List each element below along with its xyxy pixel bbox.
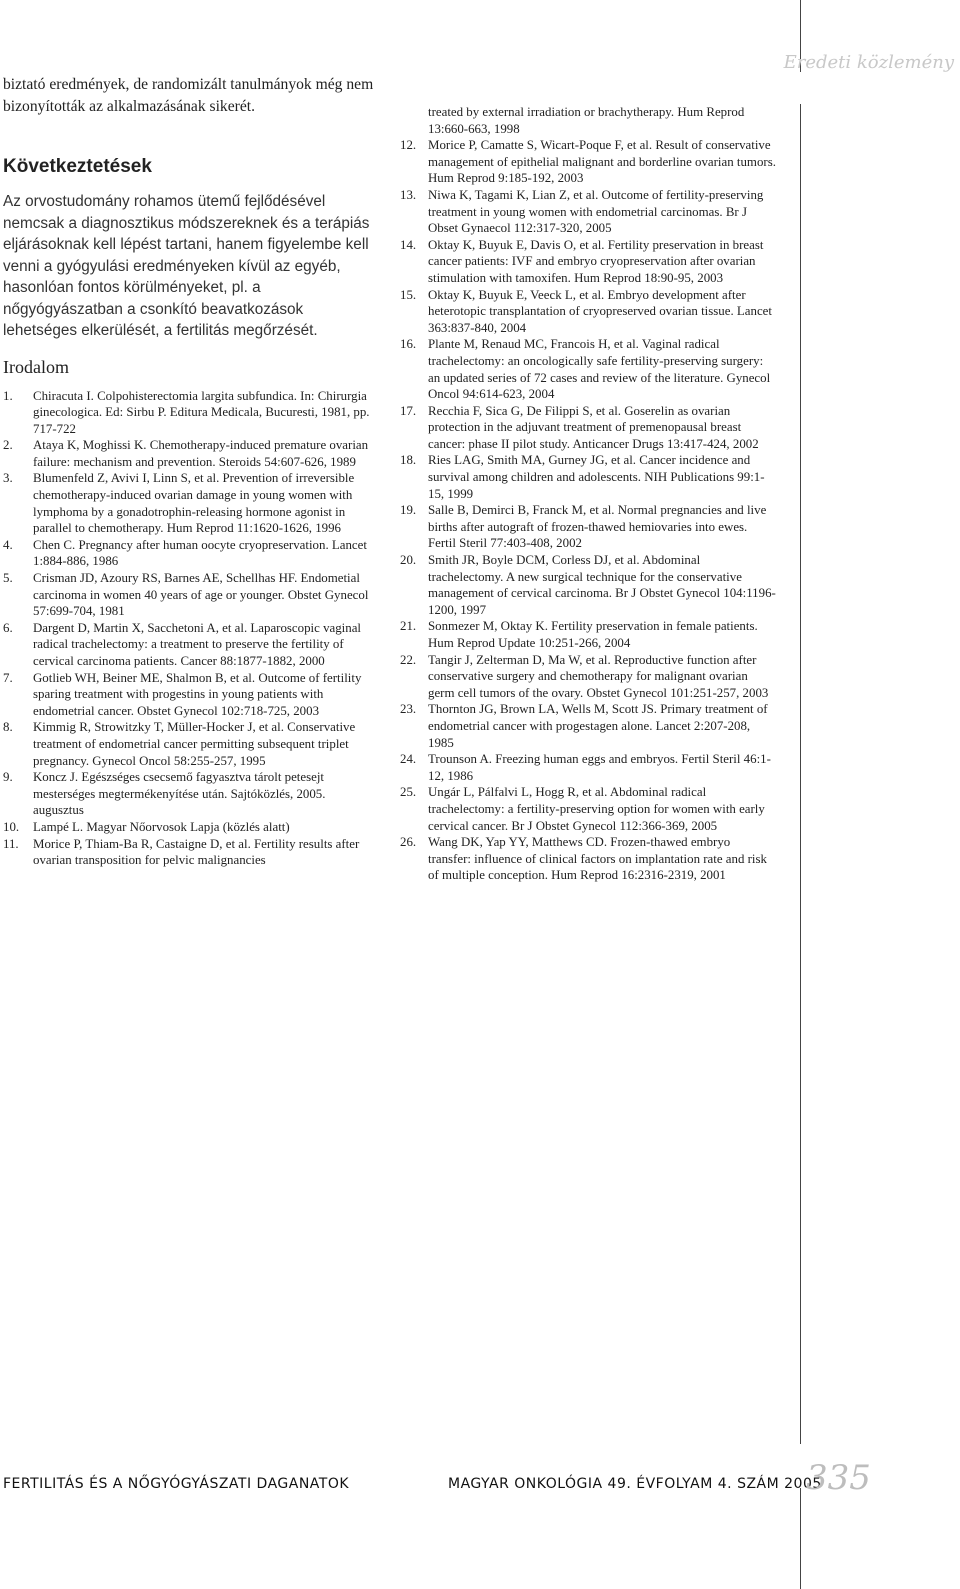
footer-journal-info: MAGYAR ONKOLÓGIA 49. ÉVFOLYAM 4. SZÁM 2005 (448, 1476, 822, 1492)
vertical-rule-bottom (800, 1488, 801, 1589)
reference-number: 14. (400, 237, 417, 252)
reference-number: 19. (400, 503, 417, 518)
reference-text: Koncz J. Egészséges csecsemő fagyasztva tárolt petesejt mesterséges megtermékenyítése után. Sajtóközlés, 2005. augusztus (33, 770, 326, 818)
reference-item (3, 836, 376, 869)
reference-item (400, 701, 776, 751)
reference-item (400, 336, 776, 402)
reference-number: 15. (400, 287, 417, 302)
reference-text: Morice P, Thiam-Ba R, Castaigne D, et al. Fertility results after ovarian transposition for pelvic malignancies (33, 836, 360, 868)
reference-number: 21. (400, 619, 417, 634)
reference-item (3, 570, 376, 620)
reference-text: Gotlieb WH, Beiner ME, Shalmon B, et al. Outcome of fertility sparing treatment with progestins in young patients with endometrial cancer. Obstet Gynecol 102:718-725, 2003 (33, 670, 362, 718)
reference-text: Niwa K, Tagami K, Lian Z, et al. Outcome of fertility-preserving treatment in young women with endometrial carcinomas. Br J Obset Gynaecol 112:317-320, 2005 (428, 187, 764, 236)
reference-text: Ungár L, Pálfalvi L, Hogg R, et al. Abdominal radical trachelectomy: a fertility-preserving option for women with early cervical cancer. Br J Obstet Gynecol 112:366-369, 2005 (428, 785, 765, 833)
reference-item (3, 769, 376, 819)
vertical-rule-column (800, 104, 801, 1444)
reference-item (400, 237, 776, 287)
reference-text: Dargent D, Martin X, Sacchetoni A, et al. Laparoscopic vaginal radical trachelectomy: a treatment to preserve the fertility of cervical carcinoma patients. Cancer 88:1877-1882, 2000 (33, 620, 362, 668)
reference-number: 13. (400, 187, 417, 202)
reference-text: Oktay K, Buyuk E, Davis O, et al. Fertility preservation in breast cancer patients: IVF and embryo cryopreservation after ovarian stimulation with tamoxifen. Hum Reprod 18:90-95, 2003 (428, 237, 764, 285)
reference-number: 9. (3, 770, 13, 785)
reference-text: Ataya K, Moghissi K. Chemotherapy-induced premature ovarian failure: mechanism and prevention. Steroids 54:607-626, 1989 (33, 438, 369, 469)
reference-item (400, 403, 776, 453)
reference-number: 10. (3, 819, 20, 834)
reference-item (400, 287, 776, 337)
reference-text: Lampé L. Magyar Nőorvosok Lapja (közlés alatt) (33, 819, 290, 834)
reference-number: 12. (400, 138, 417, 153)
reference-number: 4. (3, 537, 13, 552)
reference-text: Sonmezer M, Oktay K. Fertility preservation in female patients. Hum Reprod Update 10:251-266, 2004 (428, 619, 758, 650)
reference-text: Oktay K, Buyuk E, Veeck L, et al. Embryo development after heterotopic transplantation of cryopreserved ovarian tissue. Lancet 363:837-840, 2004 (428, 287, 772, 335)
reference-item (3, 470, 376, 536)
reference-text: Plante M, Renaud MC, Francois H, et al. Vaginal radical trachelectomy: an oncologically safe fertility-preserving surgery: an updated series of 72 cases and review of the literature. Gynecol Oncol 94:614-623, 2004 (428, 337, 771, 402)
reference-text: Kimmig R, Strowitzky T, Müller-Hocker J, et al. Conservative treatment of endometrial cancer permitting subsequent triplet pregnancy. Gynecol Oncol 58:255-257, 1995 (33, 720, 356, 768)
reference-number: 22. (400, 652, 417, 667)
reference-number: 2. (3, 438, 13, 453)
references-heading: Irodalom (3, 356, 69, 377)
reference-item (400, 187, 776, 237)
reference-text: Blumenfeld Z, Avivi I, Linn S, et al. Prevention of irreversible chemotherapy-induced ovarian damage in young women with lymphoma by a gonadotrophin-releasing hormone agonist in parallel to chemotherapy. Hum Reprod 11:1620-1626, 1996 (33, 471, 355, 536)
reference-number: 20. (400, 553, 417, 568)
reference-item (3, 670, 376, 720)
reference-text: Chen C. Pregnancy after human oocyte cryopreservation. Lancet 1:884-886, 1986 (33, 537, 367, 569)
reference-item (3, 620, 376, 670)
reference-item (400, 137, 776, 187)
reference-item (400, 618, 776, 651)
reference-item (400, 834, 776, 884)
reference-text: Tangir J, Zelterman D, Ma W, et al. Reproductive function after conservative surgery and chemotherapy for malignant ovarian germ cell tumors of the ovary. Obstet Gynecol 101:251-257, 2003 (428, 652, 769, 700)
reference-number: 25. (400, 785, 417, 800)
reference-item (400, 751, 776, 784)
right-column (400, 104, 776, 884)
reference-number: 18. (400, 453, 417, 468)
reference-number: 8. (3, 720, 13, 735)
reference-number: 5. (3, 571, 13, 586)
reference-item (400, 784, 776, 834)
reference-continuation-text: treated by external irradiation or brachytherapy. Hum Reprod 13:660-663, 1998 (428, 105, 745, 136)
conclusions-text: Az orvostudomány rohamos ütemű fejlődésével nemcsak a diagnosztikus módszereknek és a terápiás eljárásoknak kell lépést tartani, hanem figyelembe kell venni a gyógyulási eredményeken kívül az egyéb, hasonlóan fontos körülményeket, pl. a nőgyógyászatban a csonkító beavatkozások lehetséges elkerülését, a fertilitás megőrzését. (3, 193, 370, 339)
reference-list-left (3, 388, 376, 869)
reference-number: 16. (400, 337, 417, 352)
reference-number: 24. (400, 752, 417, 767)
reference-item (3, 388, 376, 438)
reference-item (3, 437, 376, 470)
reference-text: Salle B, Demirci B, Franck M, et al. Normal pregnancies and live births after autograft of frozen-thawed hemiovaries into ewes. Fertil Steril 77:403-408, 2002 (428, 503, 767, 551)
reference-text: Crisman JD, Azoury RS, Barnes AE, Schellhas HF. Endometial carcinoma in women 40 years of age or younger. Obstet Gynecol 57:699-704, 1981 (33, 571, 369, 619)
left-column (3, 74, 376, 869)
reference-text: Trounson A. Freezing human eggs and embryos. Fertil Steril 46:1-12, 1986 (428, 752, 771, 783)
reference-number: 23. (400, 702, 417, 717)
section-label: Eredeti közlemény (783, 52, 954, 73)
reference-item (3, 819, 376, 836)
reference-number: 1. (3, 388, 13, 403)
reference-number: 11. (3, 836, 19, 851)
reference-number: 7. (3, 670, 13, 685)
reference-text: Chiracuta I. Colpohisterectomia largita subfundica. In: Chirurgia ginecologica. Ed: Sirbu P. Editura Medicala, Bucuresti, 1981, pp. 717-722 (33, 388, 370, 436)
reference-text: Smith JR, Boyle DCM, Corless DJ, et al. Abdominal trachelectomy. A new surgical technique for the conservative management of cervical carcinoma. Br J Obstet Gynecol 104:1196-1200, 1997 (428, 553, 776, 617)
reference-text: Recchia F, Sica G, De Filippi S, et al. Goserelin as ovarian protection in the adjuvant treatment of premenopausal breast cancer: phase II pilot study. Anticancer Drugs 13:417-424, 2002 (428, 403, 759, 451)
reference-text: Thornton JG, Brown LA, Wells M, Scott JS. Primary treatment of endometrial cancer with progestagen alone. Lancet 2:207-208, 1985 (428, 702, 768, 750)
reference-number: 3. (3, 471, 13, 486)
reference-item (400, 502, 776, 552)
reference-text: Wang DK, Yap YY, Matthews CD. Frozen-thawed embryo transfer: influence of clinical factors on implantation rate and risk of multiple conception. Hum Reprod 16:2316-2319, 2001 (428, 835, 767, 883)
reference-item (400, 552, 776, 618)
reference-text: Ries LAG, Smith MA, Gurney JG, et al. Cancer incidence and survival among children and adolescents. NIH Publications 99:1-15, 1999 (428, 453, 765, 501)
footer-left-title: FERTILITÁS ÉS A NŐGYÓGYÁSZATI DAGANATOK (3, 1476, 350, 1492)
reference-list-right (400, 104, 776, 884)
reference-item (3, 719, 376, 769)
reference-text: Morice P, Camatte S, Wicart-Poque F, et al. Result of conservative management of epithelial malignant and borderline ovarian tumors. Hum Reprod 9:185-192, 2003 (428, 138, 776, 186)
conclusions-heading: Következtetések (3, 156, 152, 177)
reference-item (400, 652, 776, 702)
reference-item (400, 452, 776, 502)
intro-paragraph: biztató eredmények, de randomizált tanulmányok még nem bizonyították az alkalmazásának sikerét. (3, 76, 374, 115)
reference-number: 6. (3, 620, 13, 635)
page-number: 335 (806, 1458, 871, 1498)
reference-number: 26. (400, 835, 417, 850)
reference-item (3, 537, 376, 570)
reference-number: 17. (400, 403, 417, 418)
reference-continuation (400, 104, 776, 137)
